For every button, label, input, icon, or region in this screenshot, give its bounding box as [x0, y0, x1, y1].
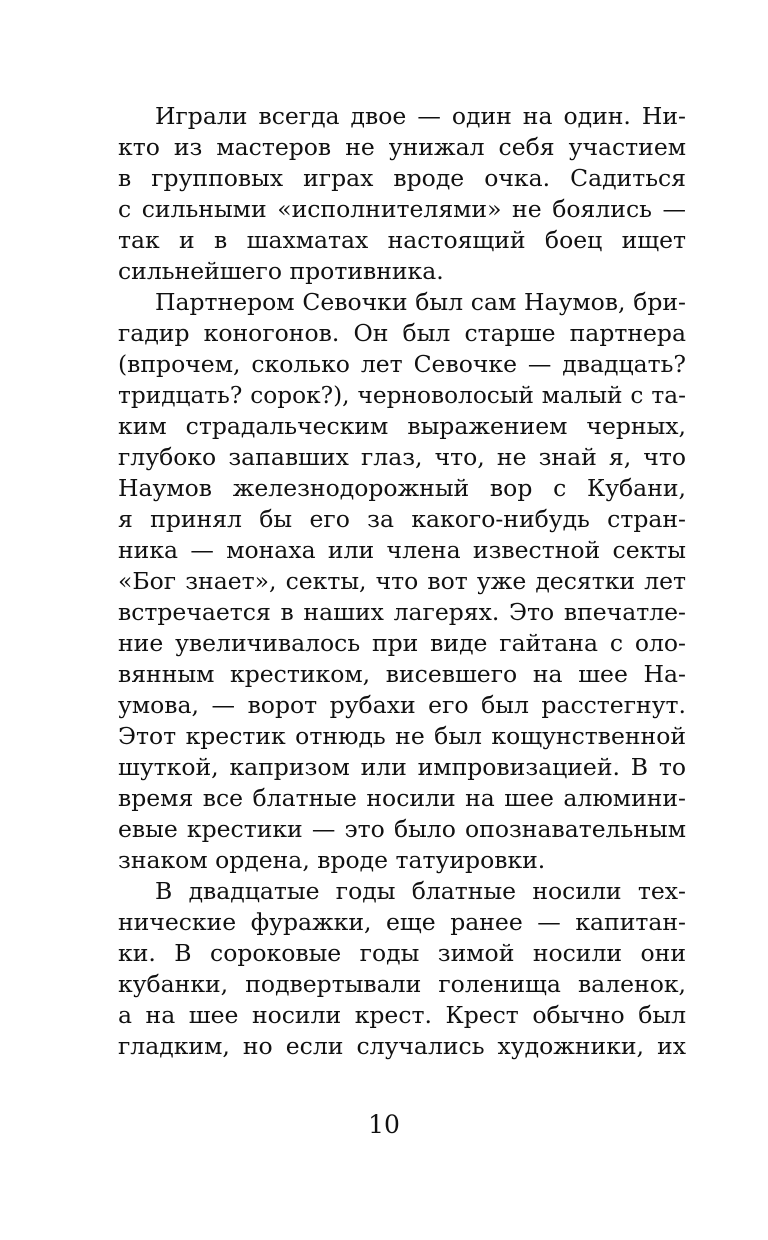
paragraph-1 [118, 101, 686, 287]
book-page-text [118, 101, 686, 1062]
text-line: умова, — ворот рубахи его был расстегнут. [118, 691, 686, 719]
text-line: вянным крестиком, висевшего на шее На- [118, 660, 686, 688]
text-line: Партнером Севочки был сам Наумов, бри- [155, 288, 686, 316]
text-line: (впрочем, сколько лет Севочке — двадцать? [118, 350, 686, 378]
text-line: знаком ордена, вроде татуировки. [118, 846, 546, 874]
text-line: ки. В сороковые годы зимой носили они [118, 939, 686, 967]
text-line: гладким, но если случались художники, их [118, 1032, 686, 1060]
text-line: Этот крестик отнюдь не был кощунственной [118, 722, 686, 750]
text-line: «Бог знает», секты, что вот уже десятки лет [118, 567, 686, 595]
text-line: кто из мастеров не унижал себя участием [118, 133, 686, 161]
text-line: гадир коногонов. Он был старше партнера [118, 319, 686, 347]
text-line: Наумов железнодорожный вор с Кубани, [118, 474, 686, 502]
text-line: время все блатные носили на шее алюмини- [118, 784, 686, 812]
text-line: а на шее носили крест. Крест обычно был [118, 1001, 686, 1029]
text-line: ника — монаха или члена известной секты [118, 536, 686, 564]
paragraph-2 [118, 287, 686, 876]
text-line: шуткой, капризом или импровизацией. В то [118, 753, 686, 781]
text-line: я принял бы его за какого-нибудь стран- [118, 505, 686, 533]
paragraph-3 [118, 876, 686, 1062]
text-line: глубоко запавших глаз, что, не знай я, что [118, 443, 686, 471]
text-line: ким страдальческим выражением черных, [118, 412, 686, 440]
text-line: с сильными «исполнителями» не боялись — [118, 195, 686, 223]
text-line: В двадцатые годы блатные носили тех- [155, 877, 686, 905]
text-line: так и в шахматах настоящий боец ищет [118, 226, 686, 254]
text-line: Играли всегда двое — один на один. Ни- [155, 102, 686, 130]
text-line: в групповых играх вроде очка. Садиться [118, 164, 686, 192]
text-line: сильнейшего противника. [118, 257, 444, 285]
text-line: ние увеличивалось при виде гайтана с оло- [118, 629, 686, 657]
text-line: встречается в наших лагерях. Это впечатле- [118, 598, 686, 626]
text-line: нические фуражки, еще ранее — капитан- [118, 908, 686, 936]
text-line: евые крестики — это было опознавательным [118, 815, 686, 843]
text-line: тридцать? сорок?), черноволосый малый с та- [118, 382, 686, 409]
text-line: кубанки, подвертывали голенища валенок, [118, 970, 686, 998]
page-number: 10 [368, 1110, 400, 1139]
